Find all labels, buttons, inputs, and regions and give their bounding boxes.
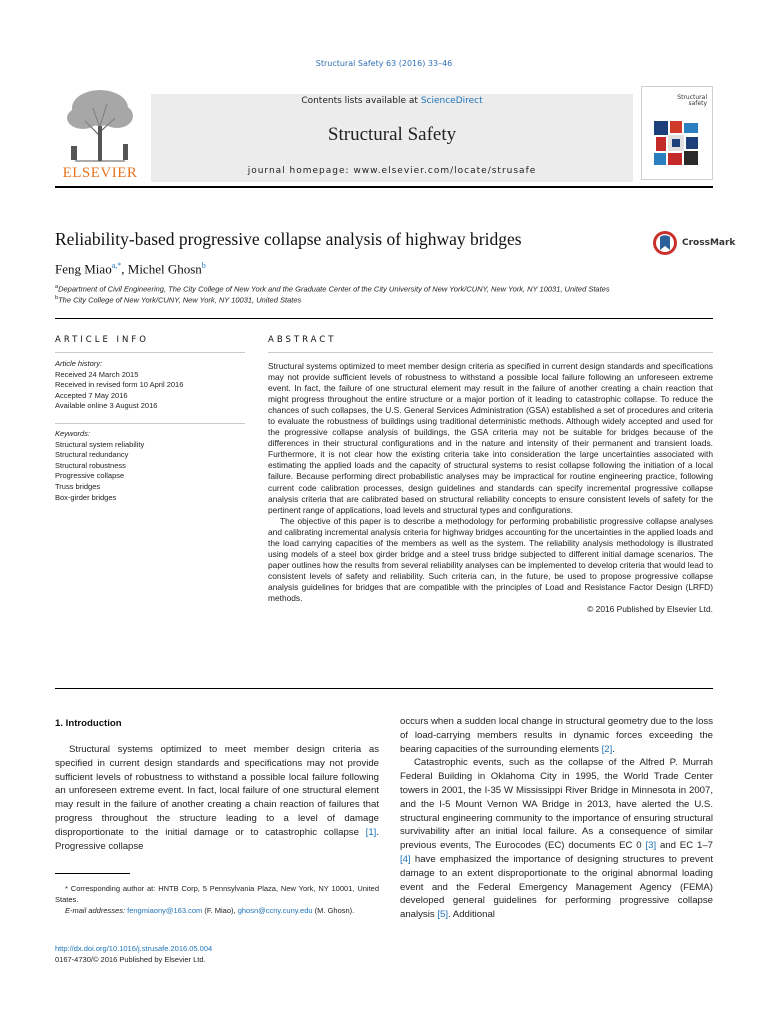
- keyword-item: Truss bridges: [55, 481, 101, 491]
- contents-prefix: Contents lists available at: [301, 96, 421, 106]
- section-heading: 1. Introduction: [55, 718, 122, 729]
- history-label: Article history:: [55, 359, 103, 368]
- contents-line: [151, 96, 633, 106]
- keyword-item: Structural redundancy: [55, 450, 129, 460]
- journal-homepage: [151, 166, 633, 176]
- body-paragraph: [400, 715, 713, 756]
- sciencedirect-link[interactable]: ScienceDirect: [420, 96, 483, 106]
- journal-banner: [151, 94, 633, 182]
- article-info-heading: ARTICLE INFO: [55, 335, 149, 345]
- keywords: [55, 429, 235, 503]
- body-text: . Progressive collapse: [55, 826, 379, 852]
- header-divider: [55, 186, 713, 188]
- abstract-paragraph: The objective of this paper is to describe a methodology for performing probabilistic progressive collapse analyses and calibrating incremental analysis criteria for highway bridges accounting for the uncertainties in the applied loads and the load carrying capacities of the members as well as the system. The reliability analysis methodology is illustrated using models of a steel box girder bridge and a steel truss bridge subjected to different initial damage scenarios. The paper outlines how the results from several reliability analyses can be implemented to develop criteria that would lead to consistent levels of safety and reliability. Such criteria can, in the future, be used to propose progressive collapse analysis guidelines for bridges that are compatible with the principles of Load and Resistance Factor Design (LRFD) methods.: [268, 515, 713, 603]
- body-column-left: [55, 743, 379, 853]
- section-divider: [55, 688, 713, 689]
- corresponding-author-note: * Corresponding author at: HNTB Corp, 5 Pennsylvania Plaza, New York, NY 10001, United States.: [55, 884, 379, 905]
- reference-link[interactable]: [3]: [645, 840, 657, 852]
- email-link[interactable]: fengmiaony@163.com: [127, 906, 203, 916]
- affiliation-marker: a: [55, 284, 59, 290]
- reference-link[interactable]: [4]: [400, 853, 411, 865]
- reference-link[interactable]: [5]: [437, 909, 448, 921]
- history-item: Available online 3 August 2016: [55, 401, 158, 411]
- body-text: have emphasized the importance of designing structures to prevent damage to an extent disproportionate to the original abnormal loading event and the Federal Emergency Management Agency (FEMA) developed general guidelines for performing progressive collapse analysis: [400, 853, 713, 921]
- body-text: Structural systems optimized to meet member design criteria as specified in current design standards and specifications may not provide sufficient levels of robustness to withstand a possible local failure following an unforeseen extreme event. In fact, local failure of one structural element may result in the failure of another creating a chain reaction of failures that progress throughout the structure leading to a level of damage disproportionate to the initial damage or to catastrophic collapse: [55, 744, 379, 838]
- author-list: [55, 261, 206, 277]
- affiliation-b: [55, 295, 301, 305]
- affiliation-text: Department of Civil Engineering, The City College of New York and the Graduate Center of the City University of New York/CUNY, New York, NY 10031, United States: [58, 284, 610, 294]
- reference-link[interactable]: [1]: [365, 826, 377, 838]
- affiliation-text: The City College of New York/CUNY, New York, NY 10031, United States: [58, 295, 302, 305]
- cover-title: Structural safety: [677, 94, 707, 107]
- author-name[interactable]: Michel Ghosn: [127, 261, 202, 277]
- email-owner: (F. Miao),: [202, 906, 238, 916]
- info-divider: [55, 423, 245, 424]
- crossmark-label: CrossMark: [682, 238, 736, 248]
- abstract-heading: ABSTRACT: [268, 335, 337, 345]
- body-text: and EC 1–7: [656, 840, 713, 852]
- abstract-body: [268, 361, 713, 615]
- doi-block: [55, 943, 212, 965]
- footnote-divider: [55, 873, 130, 874]
- author-affiliation-marker[interactable]: b: [201, 261, 206, 270]
- homepage-link[interactable]: www.elsevier.com/locate/strusafe: [353, 166, 537, 176]
- body-text: occurs when a sudden local change in structural geometry due to the loss of load-carrying members results in dynamic forces exceeding the bearing capacities of the surrounding elements: [400, 716, 713, 755]
- affiliation-a: [55, 284, 610, 294]
- keyword-item: Structural robustness: [55, 460, 126, 470]
- abstract-paragraph: Structural systems optimized to meet member design criteria as specified in current design standards and specifications may not provide sufficient levels of robustness to withstand a possible local failure following an unforeseen extreme event. In fact, the failure of one structural element may result in the failure of another creating a chain reaction that might progress throughout the entire structure or a major portion of it leading to catastrophic collapse. To reduce the chances of such collapses, the U.S. General Services Administration (GSA) established a set of procedures and criteria to evaluate the robustness of buildings using traditional deterministic methods. Although widely accepted and used for the progressive collapse analysis of buildings, the GSA criteria may not be suitable for bridges because of the differences in their structural configurations and in the nature and intensity of their permanent and transient loads. Furthermore, it is not clear how the existing criteria take into consideration the large uncertainties associated with estimating the applied loads and the capacity of structural systems to resist collapse following the initiation of a local failure. Because performing direct probabilistic analyses may be impractical for routine engineering practice, following current code calibration processes, design guidelines and standards can specify incremental progressive collapse analysis criteria that are calibrated based on structural reliability concepts to ensure consistent levels of safety for the pertinent range of applications, load levels and structural types and configurations.: [268, 361, 713, 515]
- body-column-right: [400, 715, 713, 922]
- crossmark-icon: [652, 230, 678, 256]
- crossmark-badge[interactable]: [652, 230, 736, 258]
- issn-line: 0167-4730/© 2016 Published by Elsevier Ltd.: [55, 955, 206, 964]
- elsevier-logo[interactable]: [55, 86, 145, 186]
- history-item: Received in revised form 10 April 2016: [55, 380, 184, 390]
- body-text: . Additional: [448, 909, 495, 921]
- author-separator: ,: [121, 261, 128, 277]
- keyword-item: Progressive collapse: [55, 471, 125, 481]
- journal-title: Structural Safety: [327, 124, 457, 145]
- homepage-prefix: journal homepage:: [247, 166, 354, 176]
- body-paragraph: [55, 743, 379, 853]
- keywords-label: Keywords:: [55, 429, 91, 438]
- journal-citation[interactable]: Structural Safety 63 (2016) 33–46: [315, 59, 453, 68]
- section-divider: [55, 318, 713, 319]
- article-title: Reliability-based progressive collapse analysis of highway bridges: [55, 229, 522, 249]
- elsevier-wordmark: ELSEVIER: [62, 165, 138, 181]
- abstract-divider: [268, 352, 713, 353]
- email-link[interactable]: ghosn@ccny.cuny.edu: [237, 906, 313, 916]
- journal-cover[interactable]: [641, 86, 713, 180]
- abstract-copyright: © 2016 Published by Elsevier Ltd.: [587, 604, 713, 615]
- elsevier-tree-icon: [55, 86, 145, 166]
- doi-link[interactable]: http://dx.doi.org/10.1016/j.strusafe.2016.05.004: [55, 944, 213, 953]
- author-affiliation-marker[interactable]: a,*: [111, 261, 122, 270]
- history-item: Accepted 7 May 2016: [55, 390, 128, 400]
- footnotes: [55, 883, 379, 917]
- email-label: E-mail addresses:: [65, 906, 128, 916]
- info-divider: [55, 352, 245, 353]
- email-note: [55, 905, 379, 916]
- article-history: [55, 359, 235, 412]
- author-name[interactable]: Feng Miao: [55, 261, 112, 277]
- reference-link[interactable]: [2]: [601, 743, 613, 755]
- keyword-item: Structural system reliability: [55, 439, 145, 449]
- body-paragraph: [400, 756, 713, 922]
- body-text: .: [612, 743, 615, 755]
- history-item: Received 24 March 2015: [55, 369, 139, 379]
- keyword-item: Box-girder bridges: [55, 492, 117, 502]
- journal-header: [55, 86, 713, 186]
- email-owner: (M. Ghosn).: [312, 906, 355, 916]
- body-text: Catastrophic events, such as the collapse of the Alfred P. Murrah Federal Building in Oklahoma City in 1995, the World Trade Center towers in 2001, the I-35 W Mississippi River Bridge in Minnesota in 2007, and the I-5 Mount Vernon WA Bridge in 2013, have alerted the U.S. structural engineering community to the importance of ensuring structural survivability after an initial local failure. As a consequence of similar previous events, The Eurocodes (EC) documents EC 0: [400, 757, 713, 852]
- affiliation-marker: b: [55, 295, 59, 301]
